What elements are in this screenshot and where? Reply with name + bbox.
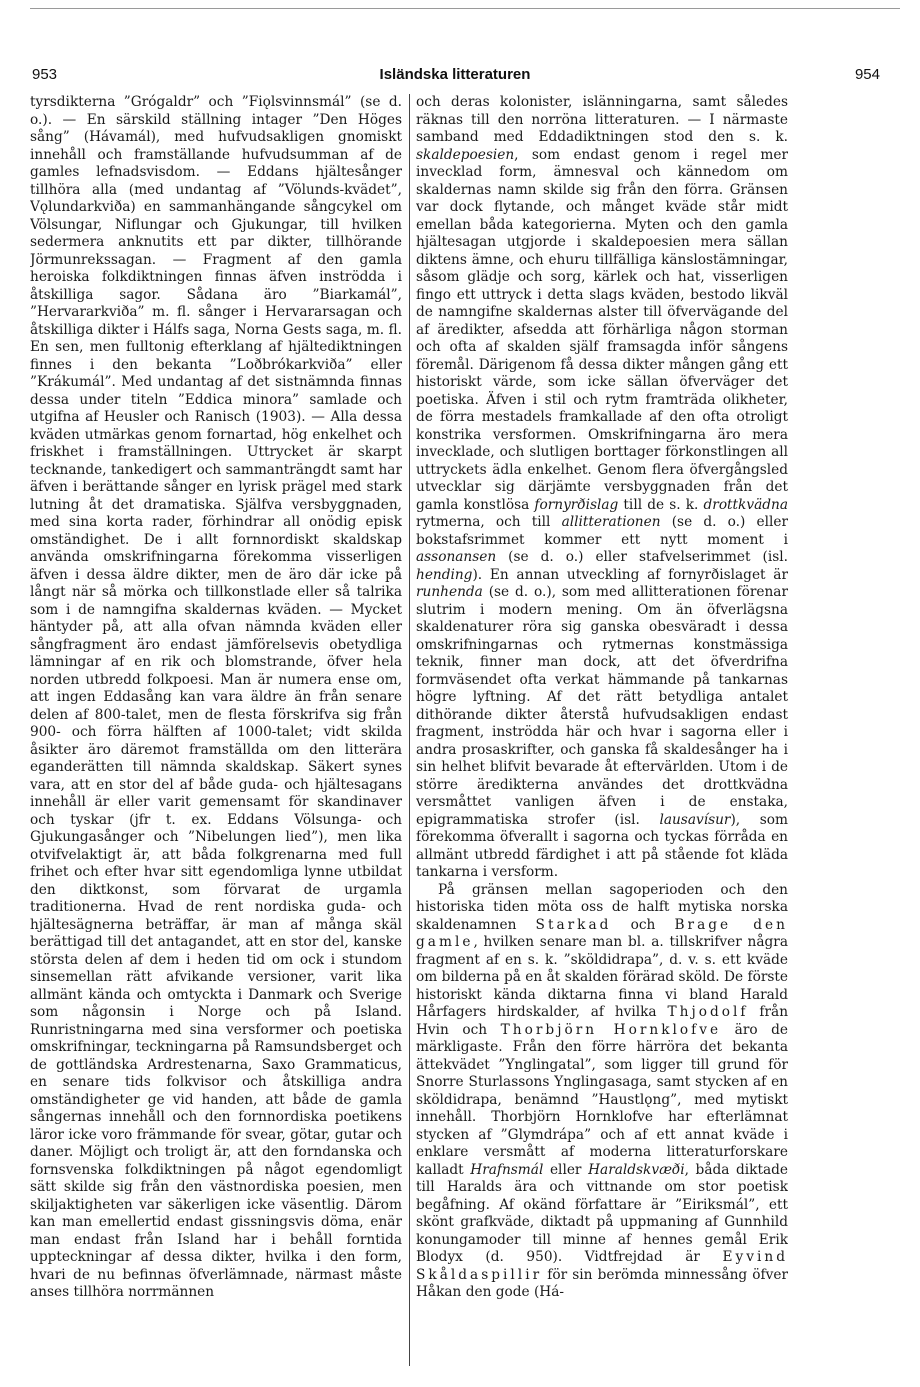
term-allitterationen: allitterationen: [561, 514, 661, 530]
running-title: Isländska litteraturen: [379, 66, 531, 83]
right-column: [416, 94, 788, 1368]
text-run: och deras kolonister, islänningarna, samt således räknas till den norröna litteraturen. — I närmaste samband med Eddadiktningen stod den s. k.: [416, 94, 788, 145]
term-runhenda: runhenda: [416, 584, 483, 600]
name-brage-den-gamle: Brage den gamle: [416, 916, 788, 950]
page-header: [30, 66, 880, 88]
term-drottkvadna: drottkvädna: [703, 496, 788, 513]
text-run: (se d. o.) eller bokstafsrimmet kommer ett nytt moment i: [416, 514, 788, 548]
term-assonansen: assonansen: [416, 549, 497, 565]
term-haraldskvaedi: Haraldskvæði: [588, 1161, 685, 1178]
text-run: ), som förekomma öfverallt i sagorna och tyckas förråda en allmänt utbredd färdighet i att på stående fot kläda tankarna i versform.: [416, 811, 788, 880]
name-thjodolf: Thjodolf: [667, 1004, 749, 1020]
text-run: för sin berömda minnessång öfver Håkan den gode (Há-: [416, 1266, 788, 1300]
term-lausavisur: lausavísur: [659, 811, 731, 828]
left-paragraph: tyrsdikterna ”Grógaldr” och ”Fiǫlsvinnsmál” (se d. o.). — En särskild ställning intager ”Den Höges sång” (Hávamál), med hufvudsakligen gnomiskt innehåll och framställande hufvudsumman af de gamles lefnadsvisdom. — Eddans hjältesånger tillhöra alla (med undantag af ”Völunds-kvädet”, Vǫlundarkviða) en sammanhängande sångcykel om Völsungar, Niflungar och Gjukungar, till hvilken sedermera anknutits ett par dikter, tillhörande Jörmunrekssagan. — Fragment af den gamla heroiska folkdiktningen finnas äfven inströdda i åtskilliga sagor. Sådana äro ”Biarkamál”, ”Hervararkviða” m. fl. sånger i Hervararsagan och åtskilliga dikter i Hálfs saga, Norna Gests saga, m. fl. En sen, men fulltonig efterklang af hjältediktningen finnes i den bekanta ”Loðbrókarkviða” eller ”Krákumál”. Med undantag af det sistnämnda finnas dessa under titeln ”Eddica minora” samlade och utgifna af Heusler och Ranisch (1903). — Alla dessa kväden utmärkas genom fornartad, hög enkelhet och friskhet i framställningen. Uttrycket är skarpt tecknande, tankedigert och sammanträngdt samt har äfven i berättande sånger en lyrisk prägel med stark lutning åt det dramatiska. Själfva versbyggnaden, med sina korta rader, förhindrar all onödig episk omständighet. De i allt fornnordiskt skaldskap använda omskrifningarna förekomma visserligen äfven i dessa äldre dikter, men de äro där icke på långt när så mörka och tillkonstlade eller så talrika som i de namngifna skaldernas kväden. — Mycket häntyder på, att alla ofvan nämnda kväden eller sångfragment äro endast jämförelsevis obetydliga lämningar af en rik och blomstrande, öfver hela norden utbredd folkpoesi. Man är numera ense om, att ingen Eddasång kan vara äldre än från senare delen af 800-talet, men de flesta förskrifva sig från 900- och förra hälften af 1000-talet; vidt skilda åsikter äro däremot framställda om den litterära eganderätten till nämnda skaldskap. Säkert synes vara, att en stor del af både guda- och hjältesagans innehåll är eller varit gemensamt för skandinaver och tyskar (jfr t. ex. Eddans Völsunga- och Gjukungasånger och ”Nibelungen lied”), men lika otvifvelaktigt är, att båda folkgrenarna med full frihet och efter hvar sitt egendomliga lynne utbildat den diktkonst, som förvarat de urgamla traditionerna. Hvad de rent nordiska guda- och hjältesägnerna beträffar, är man af många skäl berättigad till det antagandet, att en stor del, kanske största delen af dem i heden tid om ock i stundom sinsemellan rätt afvikande versioner, varit lika allmänt kända och omtyckta i Danmark och Sverige som någonsin i Norge och på Island. Runristningarna med sina versformer och poetiska omskrifningar, teckningarna på Ramsundsberget och de gottländska Ardrestenarna, Saxo Grammaticus, en senare tids folkvisor och åtskilliga andra omständigheter ge vid handen, att både de gamla sångernas innehåll och den fornnordiska poetikens läror icke voro främmande för svear, götar, gutar och daner. Möjligt och troligt är, att den forndanska och fornsvenska folkdiktningen på något egendomligt sätt skilde sig från den västnordiska poesien, men skiljaktigheten var säkerligen icke väsentlig. Därom kan man emellertid endast gissningsvis döma, enär man endast från Island har i behåll forntida uppteckningar af dessa dikter, hvilka i den form, hvari de nu befinnas öfverlämnade, närmast måste anses tillhöra norrmännen: [30, 94, 402, 1300]
page-number-left: 953: [32, 66, 58, 83]
name-thorbjorn-hornklofve: Thorbjörn Hornklofve: [500, 1021, 722, 1038]
page-top-rule: [30, 8, 900, 9]
term-fornyrdislag: fornyrðislag: [534, 496, 619, 513]
text-run: ). En annan utveckling af fornyrðislaget är: [472, 566, 788, 583]
text-run: äro de märkligaste. Från den förre härröra det bekanta ättekvädet ”Ynglingatal”, som ligger till grund för Snorre Sturlassons Ynglingasaga, samt stycken af en sköldidrapa, benämnd ”Haustlǫng”, med mytiskt innehåll. Thorbjörn Hornklofve har efterlämnat stycken af ”Glymdrápa” och af ett annat kväde i enklare versmått af moderna litteraturforskare kalladt: [416, 1021, 788, 1178]
text-run: och: [611, 916, 675, 933]
name-eyvind-skaldaspillir: Eyvind Skåldaspillir: [416, 1249, 788, 1283]
name-starkad: Starkad: [535, 916, 612, 933]
text-run: På gränsen mellan sagoperioden och den historiska tiden möta oss de halft mytiska norska skaldenamnen: [416, 881, 788, 933]
text-run: , som endast genom i regel mer invecklad form, ämnesval och kännedom om skaldernas namn skilde sig från den förra. Gränsen var dock flytande, och månget kväde står midt emellan båda kategorierna. Myten och den gamla hjältesagan utgjorde i skaldepoesien mera sällan diktens ämne, och ehuru tillfälliga känslostämningar, såsom glädje och sorg, kärlek och hat, visserligen fingo ett uttryck i detta slags kväden, bestodo likväl de namngifne skaldernas alster till öfvervägande del af äredikter, afsedda att förhärliga någon storman och ofta af skalden själf framsagda inför sångens föremål. Därigenom få dessa dikter mången gång ett historiskt värde, som icke sällan öfverväger det poetiska. Äfven i stil och rytm framträda olikheter, de förra mestadels framkallade af den ofta otroligt konstrika versformen. Omskrifningarna äro mera invecklade, och slutligen borttager förkonstlingen all uttryckets ädla enkelhet. Genom flera öfvergångsled utvecklar sig därjämte versbyggnaden från det gamla konstlösa: [416, 146, 788, 513]
text-run: (se d. o.), som med allitterationen förenar slutrim i modern mening. Om än öfverlägsna skaldenaturer röra sig ganska obesväradt i dessa omskrifningarnas och rytmernas konstmässiga teknik, finner man dock, att det öfverdrifna formväsendet ofta verkat hämmande på tankarnas högre lyftning. Af det rätt betydliga antalet dithörande dikter återstå hufvudsakligen endast fragment, inströdda här och hvar i sagorna eller i andra prosaskrifter, och ganska få skaldesånger ha i sin helhet blifvit bevarade åt eftervärlden. Utom i de större äredikterna användes det drottkvädna versmåttet vanligen äfven i de enstaka, epigrammatiska strofer (isl.: [416, 584, 788, 828]
right-paragraph-1: [416, 94, 788, 882]
term-hrafnsmal: Hrafnsmál: [470, 1161, 544, 1178]
page-number-right: 954: [854, 66, 880, 83]
text-run: från Hvin och: [416, 1004, 788, 1038]
term-skaldepoesien: skaldepoesien: [416, 146, 515, 163]
right-paragraph-2: [416, 882, 788, 1302]
text-run: , hvilken senare man bl. a. tillskrifver några fragment af en s. k. ”sköldidrapa”, d. v. s. ett kväde om bilderna på en åt skalden förärad sköld. De förste historiskt kända diktarna finna vi bland Harald Hårfagers hirdskalder, af hvilka: [416, 934, 788, 1020]
column-divider: [409, 94, 410, 1366]
text-run: till de s. k.: [618, 496, 704, 513]
text-run: rytmerna, och till: [416, 514, 562, 530]
text-run: , båda diktade till Haralds ära och vittnande om stor poetisk begåfning. Af okänd författare är ”Eiriksmál”, ett skönt grafkväde, diktadt på uppmaning af Gunnhild konungamoder till minne af hennes gemål Erik Blodyx (d. 950). Vidtfrejdad är: [416, 1161, 788, 1265]
term-hending: hending: [416, 566, 473, 583]
text-run: eller: [543, 1161, 589, 1178]
left-column: [30, 94, 402, 1368]
text-run: (se d. o.) eller stafvelserimmet (isl.: [496, 549, 788, 565]
